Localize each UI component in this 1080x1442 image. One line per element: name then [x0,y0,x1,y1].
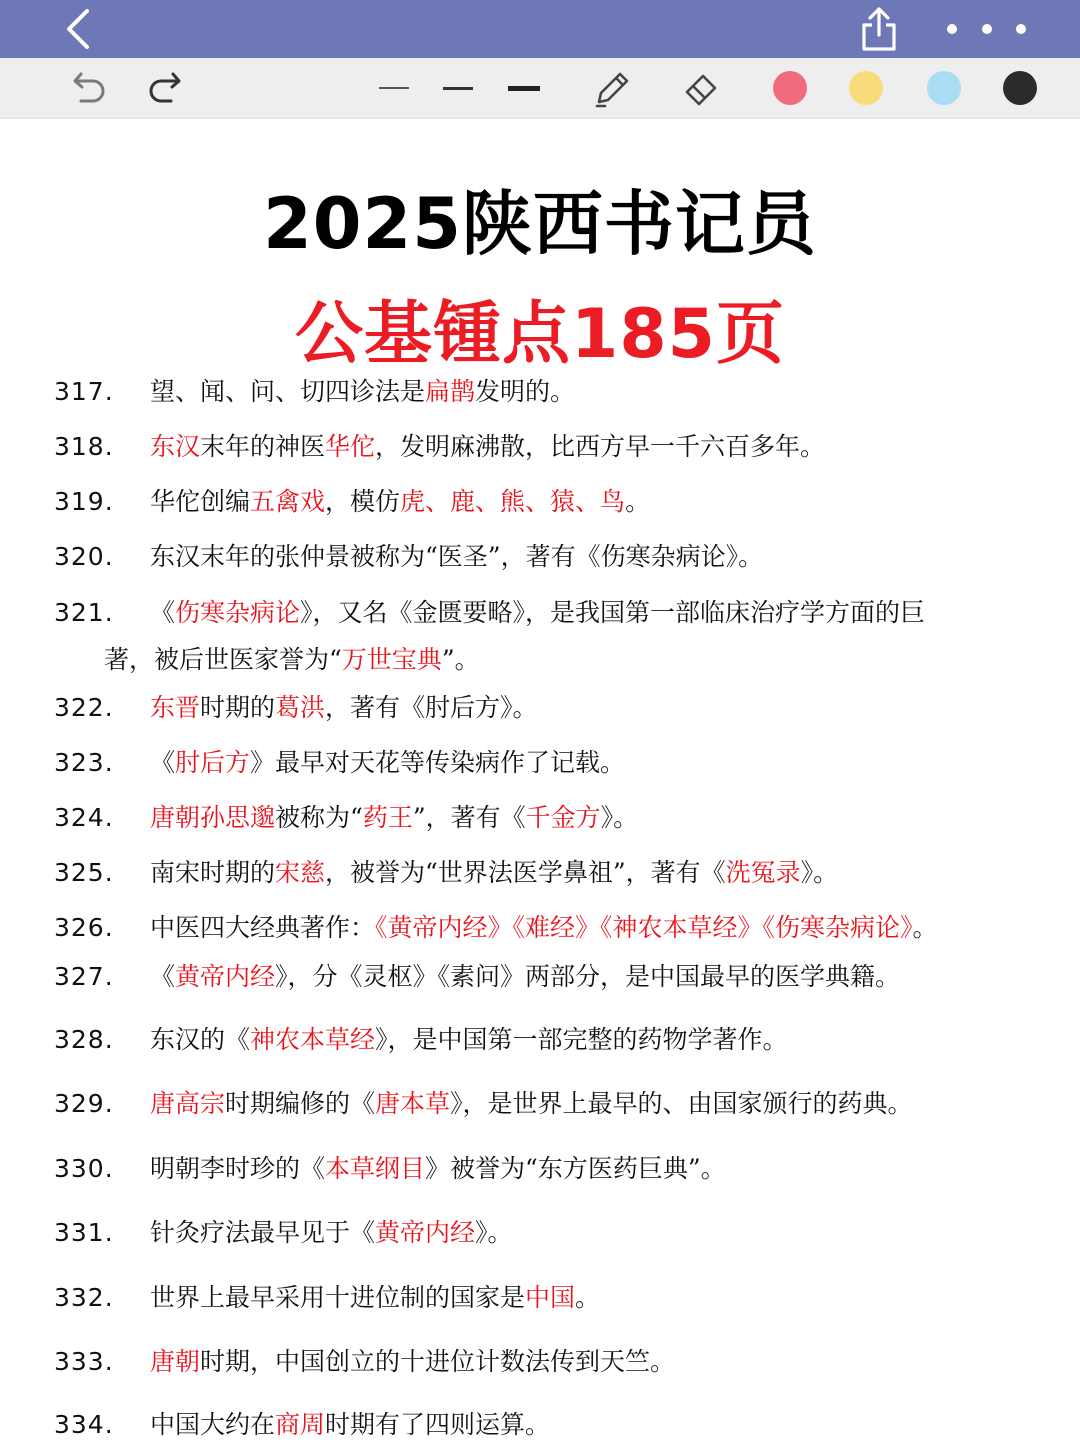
text-segment: ，著有《肘后方》。 [325,693,538,722]
item-text [150,1408,550,1442]
item-text [150,960,900,994]
yellow-color-swatch[interactable] [846,58,886,118]
text-segment: 时期的 [200,693,276,722]
highlighted-keyword: 东晋 [150,693,201,722]
item-text [150,1087,913,1121]
text-segment: 《 [150,962,176,991]
text-segment: 中国大约在 [150,1410,276,1439]
item-text [150,1152,726,1186]
text-segment: ，被誉为“世界法医学鼻祖”，著有《 [325,858,726,887]
text-segment: 》被誉为“东方医药巨典”。 [425,1154,726,1183]
text-segment: ，模仿 [325,487,401,516]
item-number: 323. [54,748,114,777]
text-segment: 著，被后世医家誉为“ [104,645,342,674]
yellow-swatch-dot [849,71,883,105]
highlighted-keyword: 万世宝典 [341,645,442,674]
item-text [150,691,538,725]
text-segment: 时期，中国创立的十进位计数法传到天竺。 [200,1347,676,1376]
item-number: 319. [54,487,114,516]
item-number: 325. [54,858,114,887]
item-text [150,801,638,835]
item-text-continuation [104,643,480,677]
item-text [150,911,938,945]
item-number: 330. [54,1154,114,1183]
highlighted-keyword: 千金方 [525,803,601,832]
text-segment: ”，著有《 [412,803,526,832]
highlighted-keyword: 五禽戏 [250,487,326,516]
item-number: 318. [54,432,114,461]
item-text [150,1023,788,1057]
black-color-swatch[interactable] [1000,58,1040,118]
share-icon[interactable] [852,0,906,58]
item-text [150,1216,513,1250]
item-number: 334. [54,1410,114,1439]
item-text [150,540,763,574]
text-segment: 。 [575,1283,601,1312]
item-number: 326. [54,913,114,942]
item-text [150,430,825,464]
text-segment: 》最早对天花等传染病作了记载。 [250,748,626,777]
highlighted-keyword: 华佗 [325,432,376,461]
highlighted-keyword: 黄帝内经 [375,1218,476,1247]
text-segment: 》，是世界上最早的、由国家颁行的药典。 [450,1089,913,1118]
medium-line-icon[interactable] [438,58,478,118]
highlighted-keyword: 扁鹊 [425,377,476,406]
text-segment: 《 [150,598,176,627]
pink-swatch-dot [773,71,807,105]
undo-icon[interactable] [64,58,114,118]
highlighted-keyword: 神农本草经 [250,1025,376,1054]
text-segment: 》。 [800,858,839,887]
text-segment: 时期有了四则运算。 [325,1410,551,1439]
highlighted-keyword: 宋慈 [275,858,326,887]
text-segment: 》，是中国第一部完整的药物学著作。 [375,1025,788,1054]
item-number: 333. [54,1347,114,1376]
highlighted-keyword: 唐朝 [150,1347,201,1376]
highlighted-keyword: 唐高宗 [150,1089,226,1118]
text-segment: 》，分《灵枢》《素问》两部分，是中国最早的医学典籍。 [275,962,901,991]
thick-line-icon[interactable] [504,58,544,118]
back-icon[interactable] [50,0,106,58]
annotation-toolbar [0,58,1080,119]
eraser-icon[interactable] [676,58,726,118]
text-segment: 》。 [475,1218,513,1247]
document-title: 2025陕西书记员 [263,183,817,265]
item-text [150,1345,675,1379]
text-segment: 》，又名《金匮要略》，是我国第一部临床治疗学方面的巨 [300,598,926,627]
item-text [150,375,575,409]
highlighted-keyword: 孙思邈 [200,803,276,832]
highlighted-keyword: 药王 [362,803,413,832]
item-number: 332. [54,1283,114,1312]
highlighted-keyword: 葛洪 [275,693,326,722]
item-number: 327. [54,962,114,991]
item-number: 331. [54,1218,114,1247]
item-text [150,596,925,630]
text-segment: 明朝李时珍的《 [150,1154,326,1183]
document-subtitle: 公基锺点185页 [295,295,785,374]
text-segment: 时期编修的《 [225,1089,376,1118]
item-number: 321. [54,598,114,627]
highlighted-keyword: 东汉 [150,432,201,461]
highlighted-keyword: 虎、鹿、熊、猿、鸟 [400,487,626,516]
top-app-bar [0,0,1080,58]
item-number: 320. [54,542,114,571]
highlighted-keyword: 黄帝内经 [175,962,276,991]
text-segment: 被称为“ [275,803,363,832]
item-text [150,746,625,780]
more-icon[interactable] [932,0,1032,58]
item-number: 329. [54,1089,114,1118]
item-number: 328. [54,1025,114,1054]
text-segment: 。 [625,487,651,516]
item-number: 324. [54,803,114,832]
highlighted-keyword: 洗冤录 [725,858,801,887]
highlighted-keyword: 商周 [275,1410,326,1439]
text-segment: ”。 [441,645,480,674]
text-segment: 末年的神医 [200,432,326,461]
item-number: 317. [54,377,114,406]
item-text [150,856,838,890]
item-number: 322. [54,693,114,722]
text-segment: 南宋时期的 [150,858,276,887]
thin-line-icon[interactable] [374,58,414,118]
highlighted-keyword: 肘后方 [175,748,251,777]
highlighted-keyword: 伤寒杂病论 [175,598,301,627]
item-text [150,485,650,519]
black-swatch-dot [1003,71,1037,105]
pen-icon[interactable] [588,58,638,118]
text-segment: 东汉末年的张仲景被称为“医圣”，著有《伤寒杂病论》。 [150,542,764,571]
text-segment: 中医四大经典著作： [150,913,376,942]
text-segment: 望、闻、问、切四诊法是 [150,377,426,406]
highlighted-keyword: 唐朝 [150,803,201,832]
text-segment: 华佗创编 [150,487,251,516]
text-segment: ，发明麻沸散，比西方早一千六百多年。 [375,432,826,461]
redo-icon[interactable] [140,58,190,118]
text-segment: 针灸疗法最早见于《 [150,1218,376,1247]
text-segment: 。 [912,913,938,942]
highlighted-keyword: 本草纲目 [325,1154,426,1183]
text-segment: 东汉的《 [150,1025,251,1054]
text-segment: 发明的。 [475,377,576,406]
item-text [150,1281,600,1315]
pink-color-swatch[interactable] [770,58,810,118]
text-segment: 世界上最早采用十进位制的国家是 [150,1283,526,1312]
highlighted-keyword: 《黄帝内经》《难经》《神农本草经》《伤寒杂病论》 [375,913,913,942]
blue-swatch-dot [927,71,961,105]
text-segment: 》。 [600,803,639,832]
text-segment: 《 [150,748,176,777]
blue-color-swatch[interactable] [924,58,964,118]
highlighted-keyword: 唐本草 [375,1089,451,1118]
highlighted-keyword: 中国 [525,1283,576,1312]
